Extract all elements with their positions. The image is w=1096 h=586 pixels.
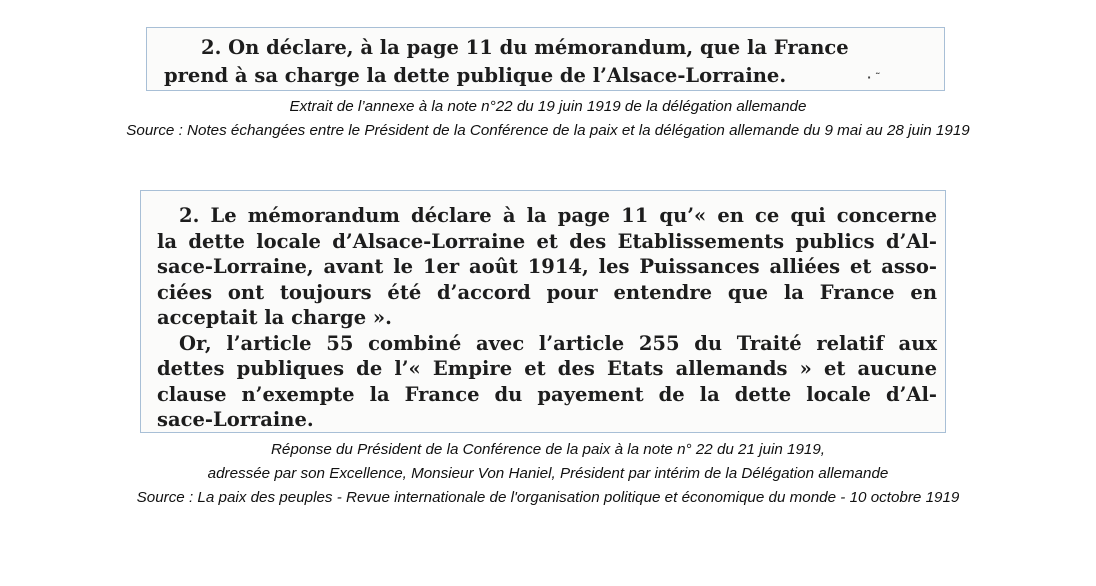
excerpt-2-line: ciées ont toujours été d’accord pour entendre que la France en [157,280,937,304]
excerpt-2-scan [140,190,946,433]
excerpt-1-line: 2. On déclare, à la page 11 du mémorandum, que la France [201,36,849,59]
excerpt-2-line: dettes publiques de l’« Empire et des Etats allemands » et aucune [157,357,937,380]
excerpt-1-line: prend à sa charge la dette publique de l’Alsace-Lorraine. [164,64,787,87]
caption-1-title: Extrait de l’annexe à la note n°22 du 19 juin 1919 de la délégation allemande [289,98,807,115]
caption-2-addressee: adressée par son Excellence, Monsieur Von Haniel, Président par intérim de la Délégation allemande [207,465,889,482]
scan-speck: · ˜ [867,71,881,84]
excerpt-2-line: sace-Lorraine, avant le 1er août 1914, les Puissances alliées et asso- [157,255,937,278]
excerpt-2-line: 2. Le mémorandum déclare à la page 11 qu’« en ce qui concerne [179,204,937,227]
excerpt-2-line: la dette locale d’Alsace-Lorraine et des Etablissements publics d’Al- [157,229,937,253]
excerpt-2-line: Or, l’article 55 combiné avec l’article 255 du Traité relatif aux [179,331,937,355]
excerpt-2-line: sace-Lorraine. [157,408,314,431]
excerpt-2-line: clause n’exempte la France du payement de la dette locale d’Al- [157,382,937,406]
caption-1-source: Source : Notes échangées entre le Président de la Conférence de la paix et la délégation allemande du 9 mai au 28 juin 1919 [126,122,970,139]
excerpt-1-scan [146,27,945,91]
caption-2-title: Réponse du Président de la Conférence de la paix à la note n° 22 du 21 juin 1919, [270,441,826,458]
excerpt-2-line: acceptait la charge ». [157,306,392,329]
caption-2-source: Source : La paix des peuples - Revue internationale de l'organisation politique et économique du monde - 10 octobre 1919 [136,489,960,506]
